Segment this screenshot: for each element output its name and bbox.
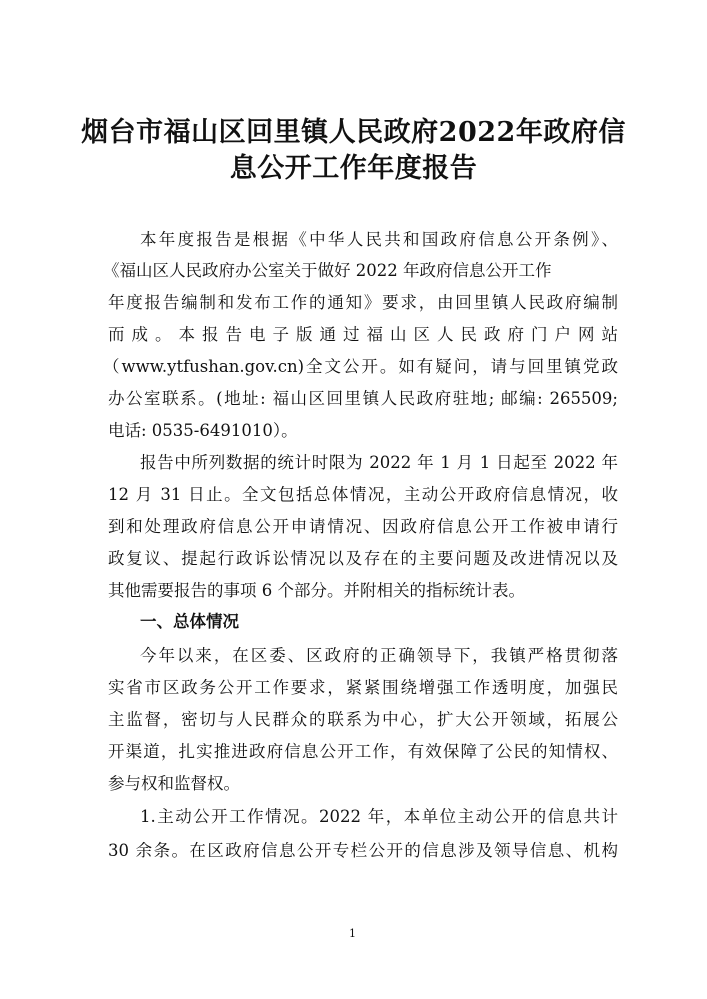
paragraph-line: 电话: 0535-6491010）。 xyxy=(108,421,298,440)
paragraph-line: 政复议、提起行政诉讼情况以及存在的主要问题及改进情况以及 xyxy=(108,549,618,568)
paragraph-line: 报告中所列数据的统计时限为 2022 年 1 月 1 日起至 2022 年 xyxy=(140,453,618,472)
paragraph-line: 1.主动公开工作情况。2022 年，本单位主动公开的信息共计 xyxy=(140,807,618,826)
paragraph-line: 主监督，密切与人民群众的联系为中心，扩大公开领域，拓展公 xyxy=(108,710,618,729)
paragraph-line: 12 月 31 日止。全文包括总体情况，主动公开政府信息情况，收 xyxy=(108,485,618,504)
page-number: 1 xyxy=(349,927,356,940)
paragraph-line: 到和处理政府信息公开申请情况、因政府信息公开工作被申请行 xyxy=(108,517,618,536)
section-heading: 一、总体情况 xyxy=(140,612,239,631)
paragraph-line: 开渠道，扎实推进政府信息公开工作，有效保障了公民的知情权、 xyxy=(108,742,618,761)
paragraph-line: 30 余条。在区政府信息公开专栏公开的信息涉及领导信息、机构 xyxy=(108,841,618,860)
paragraph-line: 《福山区人民政府办公室关于做好 2022 年政府信息公开工作 xyxy=(103,261,552,280)
paragraph-line: 其他需要报告的事项 6 个部分。并附相关的指标统计表。 xyxy=(108,581,525,600)
paragraph-line: 而成。本报告电子版通过福山区人民政府门户网站 xyxy=(108,325,618,344)
paragraph-line: （www.ytfushan.gov.cn)全文公开。如有疑问，请与回里镇党政 xyxy=(103,357,618,376)
paragraph-line: 本年度报告是根据《中华人民共和国政府信息公开条例》、 xyxy=(140,230,618,249)
document-title-line-1: 烟台市福山区回里镇人民政府2022年政府信 xyxy=(81,117,626,148)
document-title-line-2: 息公开工作年度报告 xyxy=(229,153,478,184)
paragraph-line: 实省市区政务公开工作要求，紧紧围绕增强工作透明度，加强民 xyxy=(108,678,618,697)
paragraph-line: 年度报告编制和发布工作的通知》要求，由回里镇人民政府编制 xyxy=(108,293,618,312)
paragraph-line: 参与权和监督权。 xyxy=(108,774,240,793)
paragraph-line: 今年以来，在区委、区政府的正确领导下，我镇严格贯彻落 xyxy=(140,646,618,665)
paragraph-line: 办公室联系。(地址: 福山区回里镇人民政府驻地; 邮编: 265509; xyxy=(108,389,618,408)
